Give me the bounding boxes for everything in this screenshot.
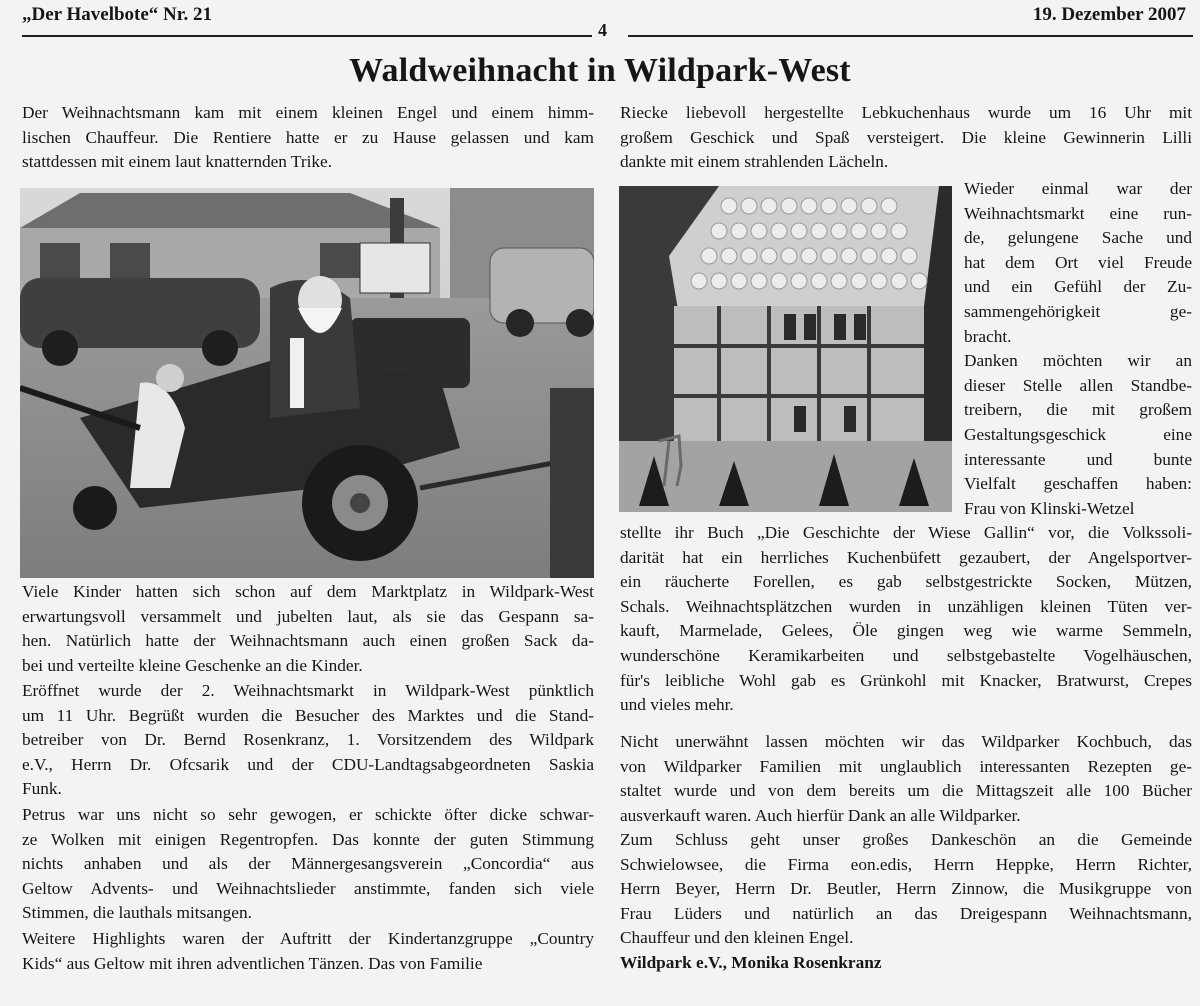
text-line: Petrus war uns nicht so sehr gewogen, er schickte öfter dicke schwar- [22, 805, 594, 824]
photo-santa-trike [20, 188, 594, 578]
text-line: stattdessen mit einem laut knatternden Trike. [22, 152, 333, 172]
text-line: kauft, Marmelade, Gelees, Öle gingen weg wie warme Semmeln, [620, 621, 1192, 641]
santa-trike-image [20, 188, 594, 578]
paragraph-kochbuch [620, 730, 1192, 828]
text-line: bei und verteilte kleine Geschenke an die Kinder. [22, 655, 363, 675]
text-line: Funk. [22, 779, 62, 799]
header-rule-left [22, 35, 592, 37]
text-line: ze Wolken mit einigen Regentropfen. Das konnte der guten Stimmung [22, 829, 594, 849]
article-title: Waldweihnacht in Wildpark-West [349, 52, 851, 89]
text-line: wunderschöne Keramikarbeiten und selbstgebastelte Vogelhäuschen, [620, 645, 1192, 665]
text-line: Vielfalt geschaffen haben: [964, 474, 1192, 494]
paragraph-lebkuchenhaus [620, 101, 1192, 175]
text-line: Chauffeur und den kleinen Engel. [620, 928, 854, 948]
text-line: nichts anhaben und als der Männergesangsverein „Concordia“ aus [22, 854, 594, 874]
paragraph-kinder [22, 580, 594, 678]
text-line: Eröffnet wurde der 2. Weihnachtsmarkt in Wildpark-West pünktlich [22, 681, 594, 700]
text-line: Riecke liebevoll hergestellte Lebkuchenhaus wurde um 16 Uhr mit [620, 103, 1192, 122]
text-line: Der Weihnachtsmann kam mit einem kleinen Engel und einem himm- [22, 103, 594, 122]
paragraph-intro [22, 101, 594, 175]
text-line: um 11 Uhr. Begrüßt wurden die Besucher des Marktes und die Stand- [22, 705, 594, 725]
text-line: Schwielowsee, die Firma eon.edis, Herrn Heppke, Herrn Richter, [620, 854, 1192, 874]
text-line: Frau Lüders und natürlich an das Dreigespann Weihnachtsmann, [620, 903, 1192, 923]
publication-name: „Der Havelbote“ Nr. 21 [22, 4, 212, 25]
paragraph-highlights [22, 927, 594, 976]
text-line: Danken möchten wir an [964, 351, 1192, 371]
text-line: Herrn Beyer, Herrn Dr. Beutler, Herrn Zinnow, die Musikgruppe von [620, 879, 1192, 899]
photo-gingerbread-house [619, 186, 952, 512]
paragraph-after-photo [620, 521, 1192, 718]
text-line: Geltow Advents- und Weihnachtslieder anstimmte, fanden sich viele [22, 878, 594, 898]
text-line: und vieles mehr. [620, 695, 734, 715]
text-line: Stimmen, die lauthals mitsangen. [22, 903, 252, 923]
text-line: großem Geschick und Spaß versteigert. Die kleine Gewinnerin Lilli [620, 127, 1192, 147]
text-line: Weitere Highlights waren der Auftritt der Kindertanzgruppe „Country [22, 929, 594, 948]
paragraph-eroeffnet [22, 679, 594, 802]
text-line: Frau von Klinski-Wetzel [964, 498, 1135, 518]
text-line: von Wildparker Familien mit unglaublich interessanten Rezepten ge- [620, 756, 1192, 776]
text-line: Weihnachtsmarkt eine run- [964, 203, 1192, 223]
article-signature: Wildpark e.V., Monika Rosenkranz [620, 953, 882, 972]
text-line: bracht. [964, 326, 1012, 346]
text-line: darität hat ein herrliches Kuchenbüfett gezaubert, der Angelsportver- [620, 547, 1192, 567]
text-line: und ein Gefühl der Zu- [964, 277, 1192, 297]
text-line: ausverkauft waren. Auch hierfür Dank an alle Wildparker. [620, 805, 1021, 825]
text-line: stellte ihr Buch „Die Geschichte der Wiese Gallin“ vor, die Volkssoli- [620, 523, 1192, 542]
text-line: Viele Kinder hatten sich schon auf dem Marktplatz in Wildpark-West [22, 582, 594, 601]
text-line: Zum Schluss geht unser großes Dankeschön an die Gemeinde [620, 830, 1192, 849]
paragraph-petrus [22, 803, 594, 926]
text-line: treibern, die mit großem [964, 400, 1192, 420]
text-line: e.V., Herrn Dr. Ofcsarik und der CDU-Landtagsabgeordneten Saskia [22, 754, 594, 774]
text-line: für's leibliche Wohl gab es Grünkohl mit Knacker, Bratwurst, Crepes [620, 670, 1192, 690]
text-line: dieser Stelle allen Standbe- [964, 375, 1192, 395]
text-line: betreiber von Dr. Bernd Rosenkranz, 1. Vorsitzendem des Wildpark [22, 730, 594, 750]
text-line: ein räucherte Forellen, es gab selbstgestrickte Socken, Mützen, [620, 572, 1192, 592]
text-line: interessante und bunte [964, 449, 1192, 469]
text-line: Schals. Weihnachtsplätzchen wurden in unzähligen kleinen Tüten ver- [620, 596, 1192, 616]
header-rule-right [628, 35, 1193, 37]
gingerbread-house-image [619, 186, 952, 512]
text-line: hen. Natürlich hatte der Weihnachtsmann auch einen großen Sack da- [22, 631, 594, 651]
text-line: Kids“ aus Geltow mit ihren adventlichen Tänzen. Das von Familie [22, 953, 483, 973]
text-line: Gestaltungsgeschick eine [964, 424, 1192, 444]
text-line: staltet wurde und von dem bereits um die Mittagszeit alle 100 Bücher [620, 781, 1192, 801]
paragraph-schluss [620, 828, 1192, 951]
text-line: dankte mit einem strahlenden Lächeln. [620, 152, 889, 172]
text-line: de, gelungene Sache und [964, 228, 1192, 248]
text-line: Wieder einmal war der [964, 179, 1192, 198]
paragraph-beside-photo [964, 177, 1192, 521]
text-line: Nicht unerwähnt lassen möchten wir das Wildparker Kochbuch, das [620, 732, 1192, 751]
issue-date: 19. Dezember 2007 [1032, 4, 1186, 25]
text-line: sammengehörigkeit ge- [964, 301, 1192, 321]
text-line: erwartungsvoll versammelt und jubelten laut, als sie das Gespann sa- [22, 606, 594, 626]
page-number: 4 [598, 20, 607, 40]
text-line: hat dem Ort viel Freude [964, 252, 1192, 272]
text-line: lischen Chauffeur. Die Rentiere hatte er zu Hause gelassen und kam [22, 127, 594, 147]
